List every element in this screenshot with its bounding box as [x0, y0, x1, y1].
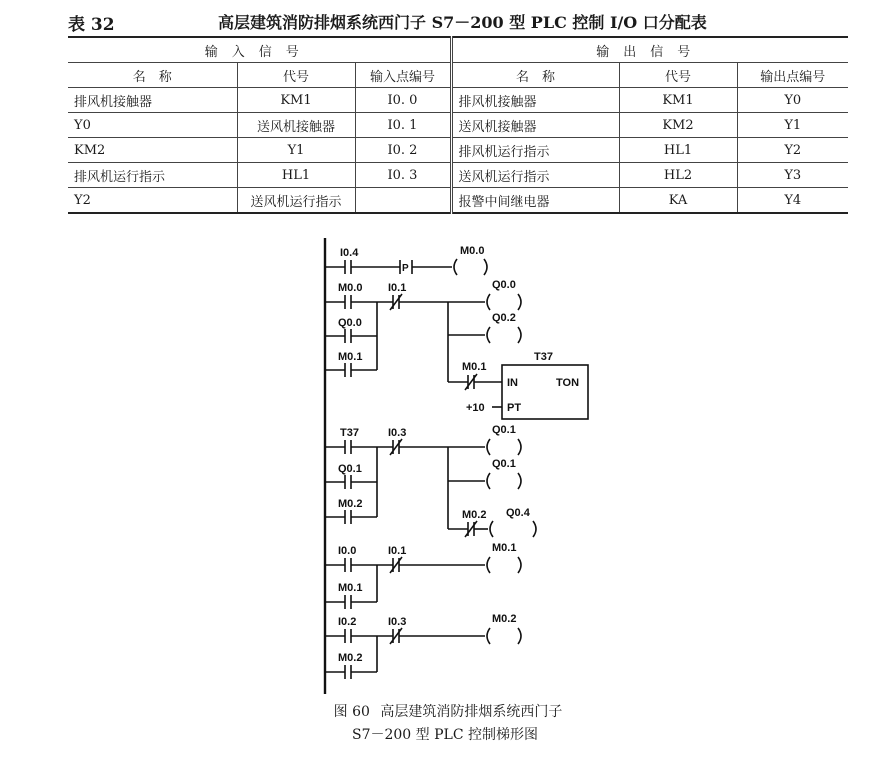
no-contact-icon: [345, 558, 351, 572]
in-point-cell: I0. 3: [355, 163, 451, 188]
coil-label: Q0.4: [506, 507, 530, 519]
table-row: [68, 138, 848, 163]
no-contact-icon: [345, 629, 351, 643]
coil-label: Q0.0: [492, 279, 516, 291]
coil-label: Q0.2: [492, 312, 516, 324]
rung-4: [325, 542, 521, 609]
contact-label: T37: [340, 427, 359, 439]
in-name-cell: Y0: [68, 113, 237, 138]
contact-label: Q0.1: [338, 463, 362, 475]
coil-icon: [487, 557, 521, 573]
no-contact-icon: [345, 665, 351, 679]
in-code-cell: 送风机接触器: [237, 113, 355, 138]
contact-label: Q0.0: [338, 317, 362, 329]
out-code-cell: KA: [619, 188, 737, 214]
in-code-cell: HL1: [237, 163, 355, 188]
coil-icon: [487, 473, 521, 489]
coil-label: M0.1: [492, 542, 517, 554]
no-contact-icon: [345, 260, 351, 274]
in-name-cell: 排风机接触器: [68, 88, 237, 113]
contact-label: M0.2: [462, 509, 487, 521]
coil-label: M0.0: [460, 245, 485, 257]
coil-icon: [490, 521, 536, 537]
rung-5: [325, 613, 521, 679]
group-header-row: [68, 37, 848, 63]
out-point-cell: Y1: [737, 113, 848, 138]
coil-icon: [487, 327, 521, 343]
rung-1: [325, 245, 487, 275]
col-out-code: 代号: [619, 63, 737, 88]
in-name-cell: KM2: [68, 138, 237, 163]
timer-preset-value: +10: [466, 402, 485, 414]
contact-label: M0.2: [338, 652, 363, 664]
no-contact-icon: [345, 329, 351, 343]
contact-label: M0.0: [338, 282, 363, 294]
out-name-cell: 报警中间继电器: [451, 188, 619, 214]
coil-label: Q0.1: [492, 424, 516, 436]
in-name-cell: 排风机运行指示: [68, 163, 237, 188]
coil-icon: [454, 259, 487, 275]
table-number: 表 32: [68, 15, 115, 35]
no-contact-icon: [345, 440, 351, 454]
col-out-point: 输出点编号: [737, 63, 848, 88]
figure-caption-line-2: S7－200 型 PLC 控制梯形图: [352, 727, 538, 743]
contact-label: I0.4: [340, 247, 359, 259]
in-code-cell: 送风机运行指示: [237, 188, 355, 214]
out-code-cell: KM2: [619, 113, 737, 138]
contact-label: I0.1: [388, 282, 407, 294]
coil-icon: [487, 628, 521, 644]
timer-type: TON: [556, 377, 580, 389]
in-code-cell: Y1: [237, 138, 355, 163]
out-point-cell: Y0: [737, 88, 848, 113]
figure-number: 图 60: [333, 704, 370, 720]
contact-label: I0.1: [388, 545, 407, 557]
contact-label: I0.0: [338, 545, 357, 557]
contact-label: M0.1: [338, 351, 363, 363]
no-contact-icon: [345, 475, 351, 489]
col-in-code: 代号: [237, 63, 355, 88]
figure-title: 高层建筑消防排烟系统西门子: [380, 704, 563, 720]
contact-label: M0.2: [338, 498, 363, 510]
out-name-cell: 送风机运行指示: [451, 163, 619, 188]
ladder-diagram: [300, 232, 600, 697]
timer-name: T37: [534, 351, 553, 363]
col-in-name: 名 称: [68, 63, 237, 88]
io-assignment-table: [68, 36, 848, 214]
out-code-cell: KM1: [619, 88, 737, 113]
out-point-cell: Y2: [737, 138, 848, 163]
in-code-cell: KM1: [237, 88, 355, 113]
contact-label: M0.1: [462, 361, 487, 373]
table-row: [68, 188, 848, 214]
no-contact-icon: [345, 363, 351, 377]
timer-pt-pin: PT: [507, 402, 522, 414]
out-name-cell: 排风机接触器: [451, 88, 619, 113]
contact-label: I0.2: [338, 616, 357, 628]
table-caption: [68, 8, 848, 34]
in-point-cell: [355, 188, 451, 214]
no-contact-icon: [345, 595, 351, 609]
coil-icon: [487, 294, 521, 310]
coil-icon: [487, 439, 521, 455]
out-name-cell: 送风机接触器: [451, 113, 619, 138]
contact-label: M0.1: [338, 582, 363, 594]
in-point-cell: I0. 0: [355, 88, 451, 113]
in-point-cell: I0. 1: [355, 113, 451, 138]
output-signal-header: 输出信号: [451, 37, 848, 63]
in-name-cell: Y2: [68, 188, 237, 214]
column-header-row: [68, 63, 848, 88]
table-row: [68, 163, 848, 188]
figure-caption-line-1: [0, 701, 890, 721]
out-name-cell: 排风机运行指示: [451, 138, 619, 163]
contact-label: I0.3: [388, 427, 407, 439]
rung-2: [325, 279, 588, 419]
table-row: [68, 113, 848, 138]
timer-in-pin: IN: [507, 377, 518, 389]
rung-3: [325, 424, 536, 537]
in-point-cell: I0. 2: [355, 138, 451, 163]
table-row: [68, 88, 848, 113]
input-signal-header: 输入信号: [68, 37, 451, 63]
out-code-cell: HL1: [619, 138, 737, 163]
edge-label: P: [402, 263, 409, 274]
table-title: 高层建筑消防排烟系统西门子 S7－200 型 PLC 控制 I/O 口分配表: [218, 13, 707, 32]
no-contact-icon: [345, 510, 351, 524]
out-point-cell: Y4: [737, 188, 848, 214]
no-contact-icon: [345, 295, 351, 309]
col-in-point: 输入点编号: [355, 63, 451, 88]
out-code-cell: HL2: [619, 163, 737, 188]
coil-label: Q0.1: [492, 458, 516, 470]
contact-label: I0.3: [388, 616, 407, 628]
col-out-name: 名 称: [451, 63, 619, 88]
out-point-cell: Y3: [737, 163, 848, 188]
coil-label: M0.2: [492, 613, 517, 625]
